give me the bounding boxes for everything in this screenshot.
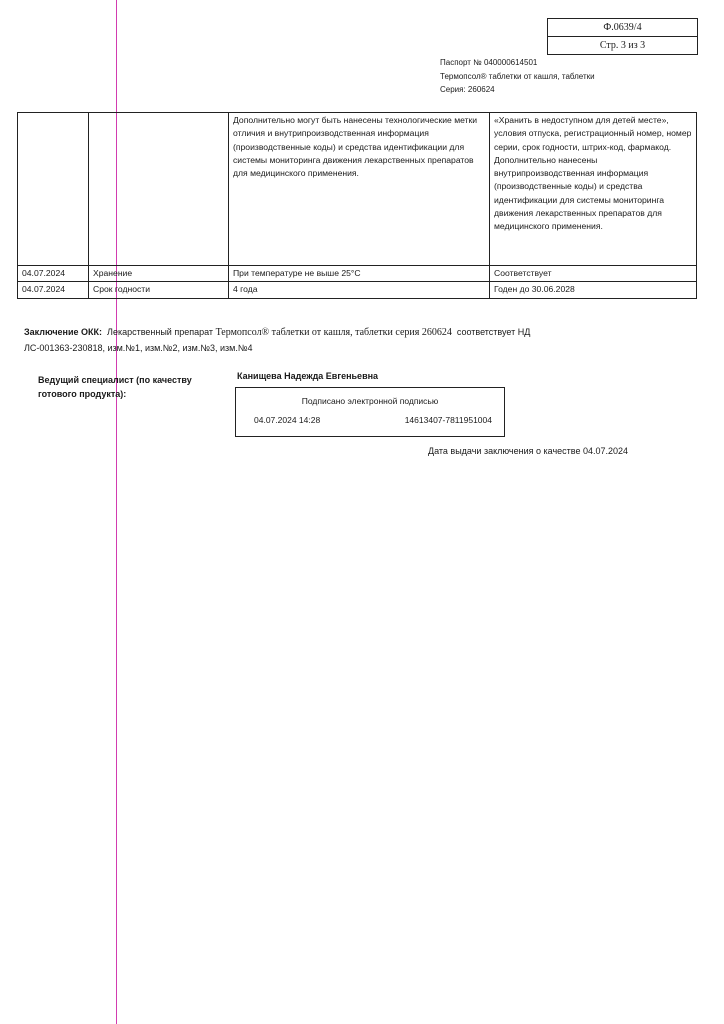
page-label: Стр. 3 из 3 bbox=[548, 36, 697, 54]
conclusion-product: Термопсол® таблетки от кашля, таблетки серия 260624 bbox=[215, 327, 452, 338]
table-cell-requirement: 4 года bbox=[229, 282, 490, 298]
lead-specialist-label bbox=[38, 373, 192, 401]
conclusion-line2: ЛС-001363-230818, изм.№1, изм.№2, изм.№3, изм.№4 bbox=[24, 342, 253, 353]
electronic-signature-box bbox=[235, 387, 505, 437]
conclusion-line1 bbox=[24, 325, 584, 341]
conclusion-text-part1: Лекарственный препарат bbox=[107, 327, 214, 337]
table-row bbox=[18, 266, 697, 282]
quality-table bbox=[17, 112, 697, 299]
table-cell bbox=[18, 113, 89, 266]
issue-date: Дата выдачи заключения о качестве 04.07.2024 bbox=[428, 446, 628, 456]
form-number: Ф.0639/4 bbox=[603, 22, 642, 33]
signature-datetime: 04.07.2024 14:28 bbox=[254, 415, 321, 425]
table-cell-name: Хранение bbox=[89, 266, 229, 282]
table-cell: «Хранить в недоступном для детей месте», условия отпуска, регистрационный номер, номер серии, срок годности, штрих-код, фармакод. Дополнительно нанесены внутрипроизводственная информация (производственные коды) и средства идентификации для системы мониторинга движения лекарственных препаратов для медицинского применения. bbox=[490, 113, 697, 266]
signer-name: Канищева Надежда Евгеньевна bbox=[237, 371, 379, 381]
conclusion-text-part2: соответствует НД bbox=[456, 327, 531, 337]
passport-block bbox=[440, 56, 595, 97]
table-cell-date: 04.07.2024 bbox=[18, 282, 89, 298]
passport-number: Паспорт № 040000614501 bbox=[440, 58, 538, 67]
series-number: Серия: 260624 bbox=[440, 85, 495, 94]
conclusion-label: Заключение ОКК: bbox=[24, 327, 103, 337]
signature-id: 14613407-7811951004 bbox=[404, 415, 492, 425]
table-cell-name: Срок годности bbox=[89, 282, 229, 298]
form-number-box bbox=[547, 18, 698, 55]
table-cell-date: 04.07.2024 bbox=[18, 266, 89, 282]
table-cell bbox=[89, 113, 229, 266]
signature-title: Подписано электронной подписью bbox=[301, 396, 439, 406]
table-cell-result: Соответствует bbox=[490, 266, 697, 282]
table-row bbox=[18, 113, 697, 266]
product-name: Термопсол® таблетки от кашля, таблетки bbox=[440, 71, 595, 81]
table-cell-requirement: При температуре не выше 25°С bbox=[229, 266, 490, 282]
table-row bbox=[18, 282, 697, 298]
lead-line1: Ведущий специалист (по качеству bbox=[38, 375, 192, 385]
lead-line2: готового продукта): bbox=[38, 389, 127, 399]
table-cell-result: Годен до 30.06.2028 bbox=[490, 282, 697, 298]
table-cell: Дополнительно могут быть нанесены технологические метки отличия и внутрипроизводственная информация (производственные коды) и средства идентификации для системы мониторинга движения лекарственных препаратов для медицинского применения. bbox=[229, 113, 490, 266]
conclusion-block bbox=[24, 325, 584, 356]
